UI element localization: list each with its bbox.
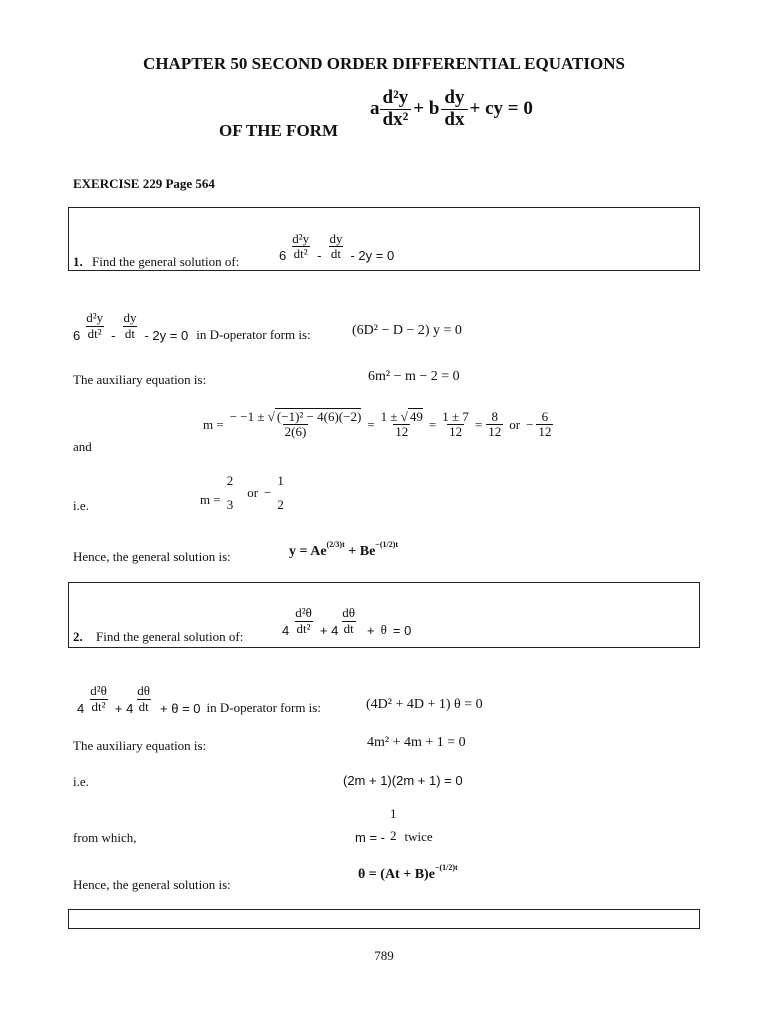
s1-coef: 6 bbox=[73, 327, 81, 343]
s2-m-value bbox=[355, 805, 433, 845]
s1-root-1 bbox=[486, 410, 503, 440]
p2-frac-1-num: d²θ bbox=[295, 605, 312, 621]
s1-frac-2 bbox=[121, 311, 138, 341]
s2-frac-2-num: dθ bbox=[137, 683, 151, 699]
p1-frac-2-den: dt bbox=[330, 246, 342, 261]
problem-1-number: 1. bbox=[73, 254, 83, 269]
s1-root-2-den: 12 bbox=[538, 424, 552, 440]
p2-tail-plus: + bbox=[367, 622, 375, 638]
problem-1-equation bbox=[279, 230, 394, 263]
s1-m-root-2 bbox=[275, 474, 286, 513]
p2-frac-2-den: dt bbox=[343, 620, 354, 636]
form-frac-1-den: dx² bbox=[380, 109, 412, 131]
s2-gen-text: θ = (At + B)e bbox=[358, 867, 435, 882]
form-tail: + cy = 0 bbox=[469, 98, 533, 120]
p1-coef: 6 bbox=[279, 248, 287, 263]
chapter-title: CHAPTER 50 SECOND ORDER DIFFERENTIAL EQUATIONS bbox=[143, 54, 625, 73]
p1-frac-2 bbox=[327, 232, 344, 262]
s1-root-1-den: 12 bbox=[488, 424, 502, 440]
s2-m-den: 2 bbox=[389, 828, 397, 843]
s2-frac-1-den: dt² bbox=[91, 698, 106, 714]
s1-d-op-label: in D-operator form is: bbox=[196, 327, 311, 342]
s2-frac-1-num: d²θ bbox=[90, 683, 107, 699]
s2-aux-equation: 4m² + 4m + 1 = 0 bbox=[367, 735, 466, 750]
s1-m-root-2-sign: − bbox=[264, 485, 272, 501]
s1-eq-3: = bbox=[474, 416, 483, 432]
p2-coef: 4 bbox=[282, 622, 290, 638]
s1-eq-2: = bbox=[428, 416, 437, 432]
problem-3-box bbox=[68, 909, 700, 929]
s1-frac-49-pre: 1 ± bbox=[380, 409, 401, 424]
s1-frac-2-den: dt bbox=[124, 325, 136, 341]
s2-m-frac bbox=[388, 807, 399, 844]
form-frac-1 bbox=[380, 88, 412, 131]
s1-m-roots bbox=[200, 474, 286, 513]
s1-m-root-1-den: 3 bbox=[226, 497, 234, 513]
s1-quad-num: − −1 ± √ (−1)² − 4(6)(−2) bbox=[229, 409, 362, 424]
p1-frac-1-num: d²y bbox=[292, 230, 310, 246]
s2-m-suffix: twice bbox=[404, 829, 433, 844]
s1-frac-pm7-num: 1 ± 7 bbox=[442, 409, 469, 424]
p1-frac-1 bbox=[290, 232, 311, 262]
s1-gen-exp-1: (2/3)t bbox=[326, 540, 345, 549]
s1-eq-1: = bbox=[367, 416, 375, 432]
p1-minus: - bbox=[317, 248, 322, 263]
s2-coef: 4 bbox=[77, 700, 85, 716]
s1-frac-2-num: dy bbox=[123, 310, 137, 326]
s1-m-root-1 bbox=[225, 474, 236, 513]
s1-gen-exp-2: −(1/2)t bbox=[375, 540, 399, 549]
s2-d-op-label: in D-operator form is: bbox=[206, 700, 321, 715]
problem-2-equation bbox=[282, 604, 411, 638]
form-frac-2 bbox=[441, 88, 467, 131]
s1-frac-1-num: d²y bbox=[86, 310, 104, 326]
form-frac-2-den: dx bbox=[441, 109, 467, 131]
s1-frac-1 bbox=[84, 311, 105, 341]
problem-2-number: 2. bbox=[73, 629, 83, 644]
s1-root-2 bbox=[536, 410, 553, 440]
s2-aux-label: The auxiliary equation is: bbox=[73, 738, 207, 753]
p1-frac-2-num: dy bbox=[329, 230, 343, 246]
problem-2-prompt: Find the general solution of: bbox=[96, 629, 244, 644]
s1-frac-49-den: 12 bbox=[395, 424, 409, 440]
p2-frac-2-num: dθ bbox=[342, 605, 356, 621]
s1-aux-equation: 6m² − m − 2 = 0 bbox=[368, 369, 460, 384]
s2-given-equation bbox=[77, 682, 321, 716]
form-frac-2-num: dy bbox=[444, 87, 465, 108]
s2-frac-1 bbox=[88, 684, 109, 714]
s1-quad-frac bbox=[228, 410, 364, 440]
s1-quad-root: (−1)² − 4(6)(−2) bbox=[276, 409, 362, 424]
s2-frac-2-den: dt bbox=[138, 698, 149, 714]
s1-tail: - 2y = 0 bbox=[144, 327, 189, 343]
s1-minus: - bbox=[111, 327, 116, 343]
s2-frac-2 bbox=[135, 684, 152, 714]
s1-root-2-num: 6 bbox=[541, 409, 549, 424]
s2-plus: + 4 bbox=[114, 700, 134, 716]
s1-d-op-equation: (6D² − D − 2) y = 0 bbox=[352, 323, 462, 338]
s1-frac-pm7-den: 12 bbox=[449, 424, 463, 440]
s1-m-or: or bbox=[247, 485, 259, 501]
form-equation bbox=[370, 88, 533, 131]
s1-root-1-num: 8 bbox=[491, 409, 498, 424]
form-label: OF THE FORM bbox=[219, 121, 338, 140]
page-number: 789 bbox=[374, 948, 394, 963]
p1-frac-1-den: dt² bbox=[293, 246, 308, 261]
s1-hence-label: Hence, the general solution is: bbox=[73, 549, 231, 564]
s2-from-label: from which, bbox=[73, 830, 137, 845]
s2-d-op-equation: (4D² + 4D + 1) θ = 0 bbox=[366, 697, 483, 712]
s1-gen-mid: + Be bbox=[344, 544, 376, 559]
s1-gen-y: y = Ae bbox=[289, 544, 327, 559]
s1-frac-1-den: dt² bbox=[87, 325, 102, 341]
p2-frac-1 bbox=[293, 606, 314, 636]
form-frac-1-num: d²y bbox=[382, 87, 409, 108]
problem-1-prompt: Find the general solution of: bbox=[92, 254, 240, 269]
s2-m-num: 1 bbox=[389, 805, 397, 821]
s1-and-label: and bbox=[73, 439, 92, 454]
s2-general-solution bbox=[358, 860, 458, 882]
s1-aux-label: The auxiliary equation is: bbox=[73, 372, 207, 387]
form-coef-b: + b bbox=[413, 98, 440, 120]
s1-m-root-1-num: 2 bbox=[226, 473, 234, 488]
s1-m-eq: m = bbox=[200, 492, 221, 508]
s1-m-root-2-num: 1 bbox=[277, 473, 284, 488]
p2-plus: + 4 bbox=[319, 622, 339, 638]
s1-general-solution bbox=[289, 538, 399, 559]
s2-gen-exp: −(1/2)t bbox=[434, 863, 458, 872]
s2-factored: (2m + 1)(2m + 1) = 0 bbox=[343, 773, 463, 788]
s1-given-equation bbox=[73, 309, 311, 343]
s2-tail: + θ = 0 bbox=[160, 700, 201, 716]
s1-m-label: m = bbox=[203, 416, 224, 432]
s1-quad-num-pre: − −1 ± bbox=[229, 409, 268, 424]
exercise-heading: EXERCISE 229 Page 564 bbox=[73, 176, 215, 191]
p2-tail-eq: = 0 bbox=[392, 622, 412, 638]
p2-frac-1-den: dt² bbox=[296, 620, 311, 636]
s1-frac-49-root: 49 bbox=[409, 409, 423, 424]
s1-frac-pm7 bbox=[440, 410, 471, 440]
s1-frac-49-num: 1 ± √ 49 bbox=[380, 409, 423, 424]
s2-ie-label: i.e. bbox=[73, 774, 89, 789]
s1-quadratic bbox=[203, 410, 553, 440]
p2-frac-2 bbox=[340, 606, 357, 636]
s1-or: or bbox=[509, 416, 521, 432]
s2-hence-label: Hence, the general solution is: bbox=[73, 877, 231, 892]
p1-tail: - 2y = 0 bbox=[350, 248, 395, 263]
p2-tail-theta: θ bbox=[380, 622, 387, 637]
s1-m-root-2-den: 2 bbox=[277, 497, 284, 513]
s2-m-prefix: m = - bbox=[355, 829, 385, 845]
s1-ie-label: i.e. bbox=[73, 498, 89, 513]
form-coef-a: a bbox=[370, 98, 380, 120]
s1-frac-49 bbox=[379, 410, 425, 440]
s1-root-2-sign: − bbox=[526, 416, 534, 432]
s1-quad-den: 2(6) bbox=[284, 424, 307, 440]
